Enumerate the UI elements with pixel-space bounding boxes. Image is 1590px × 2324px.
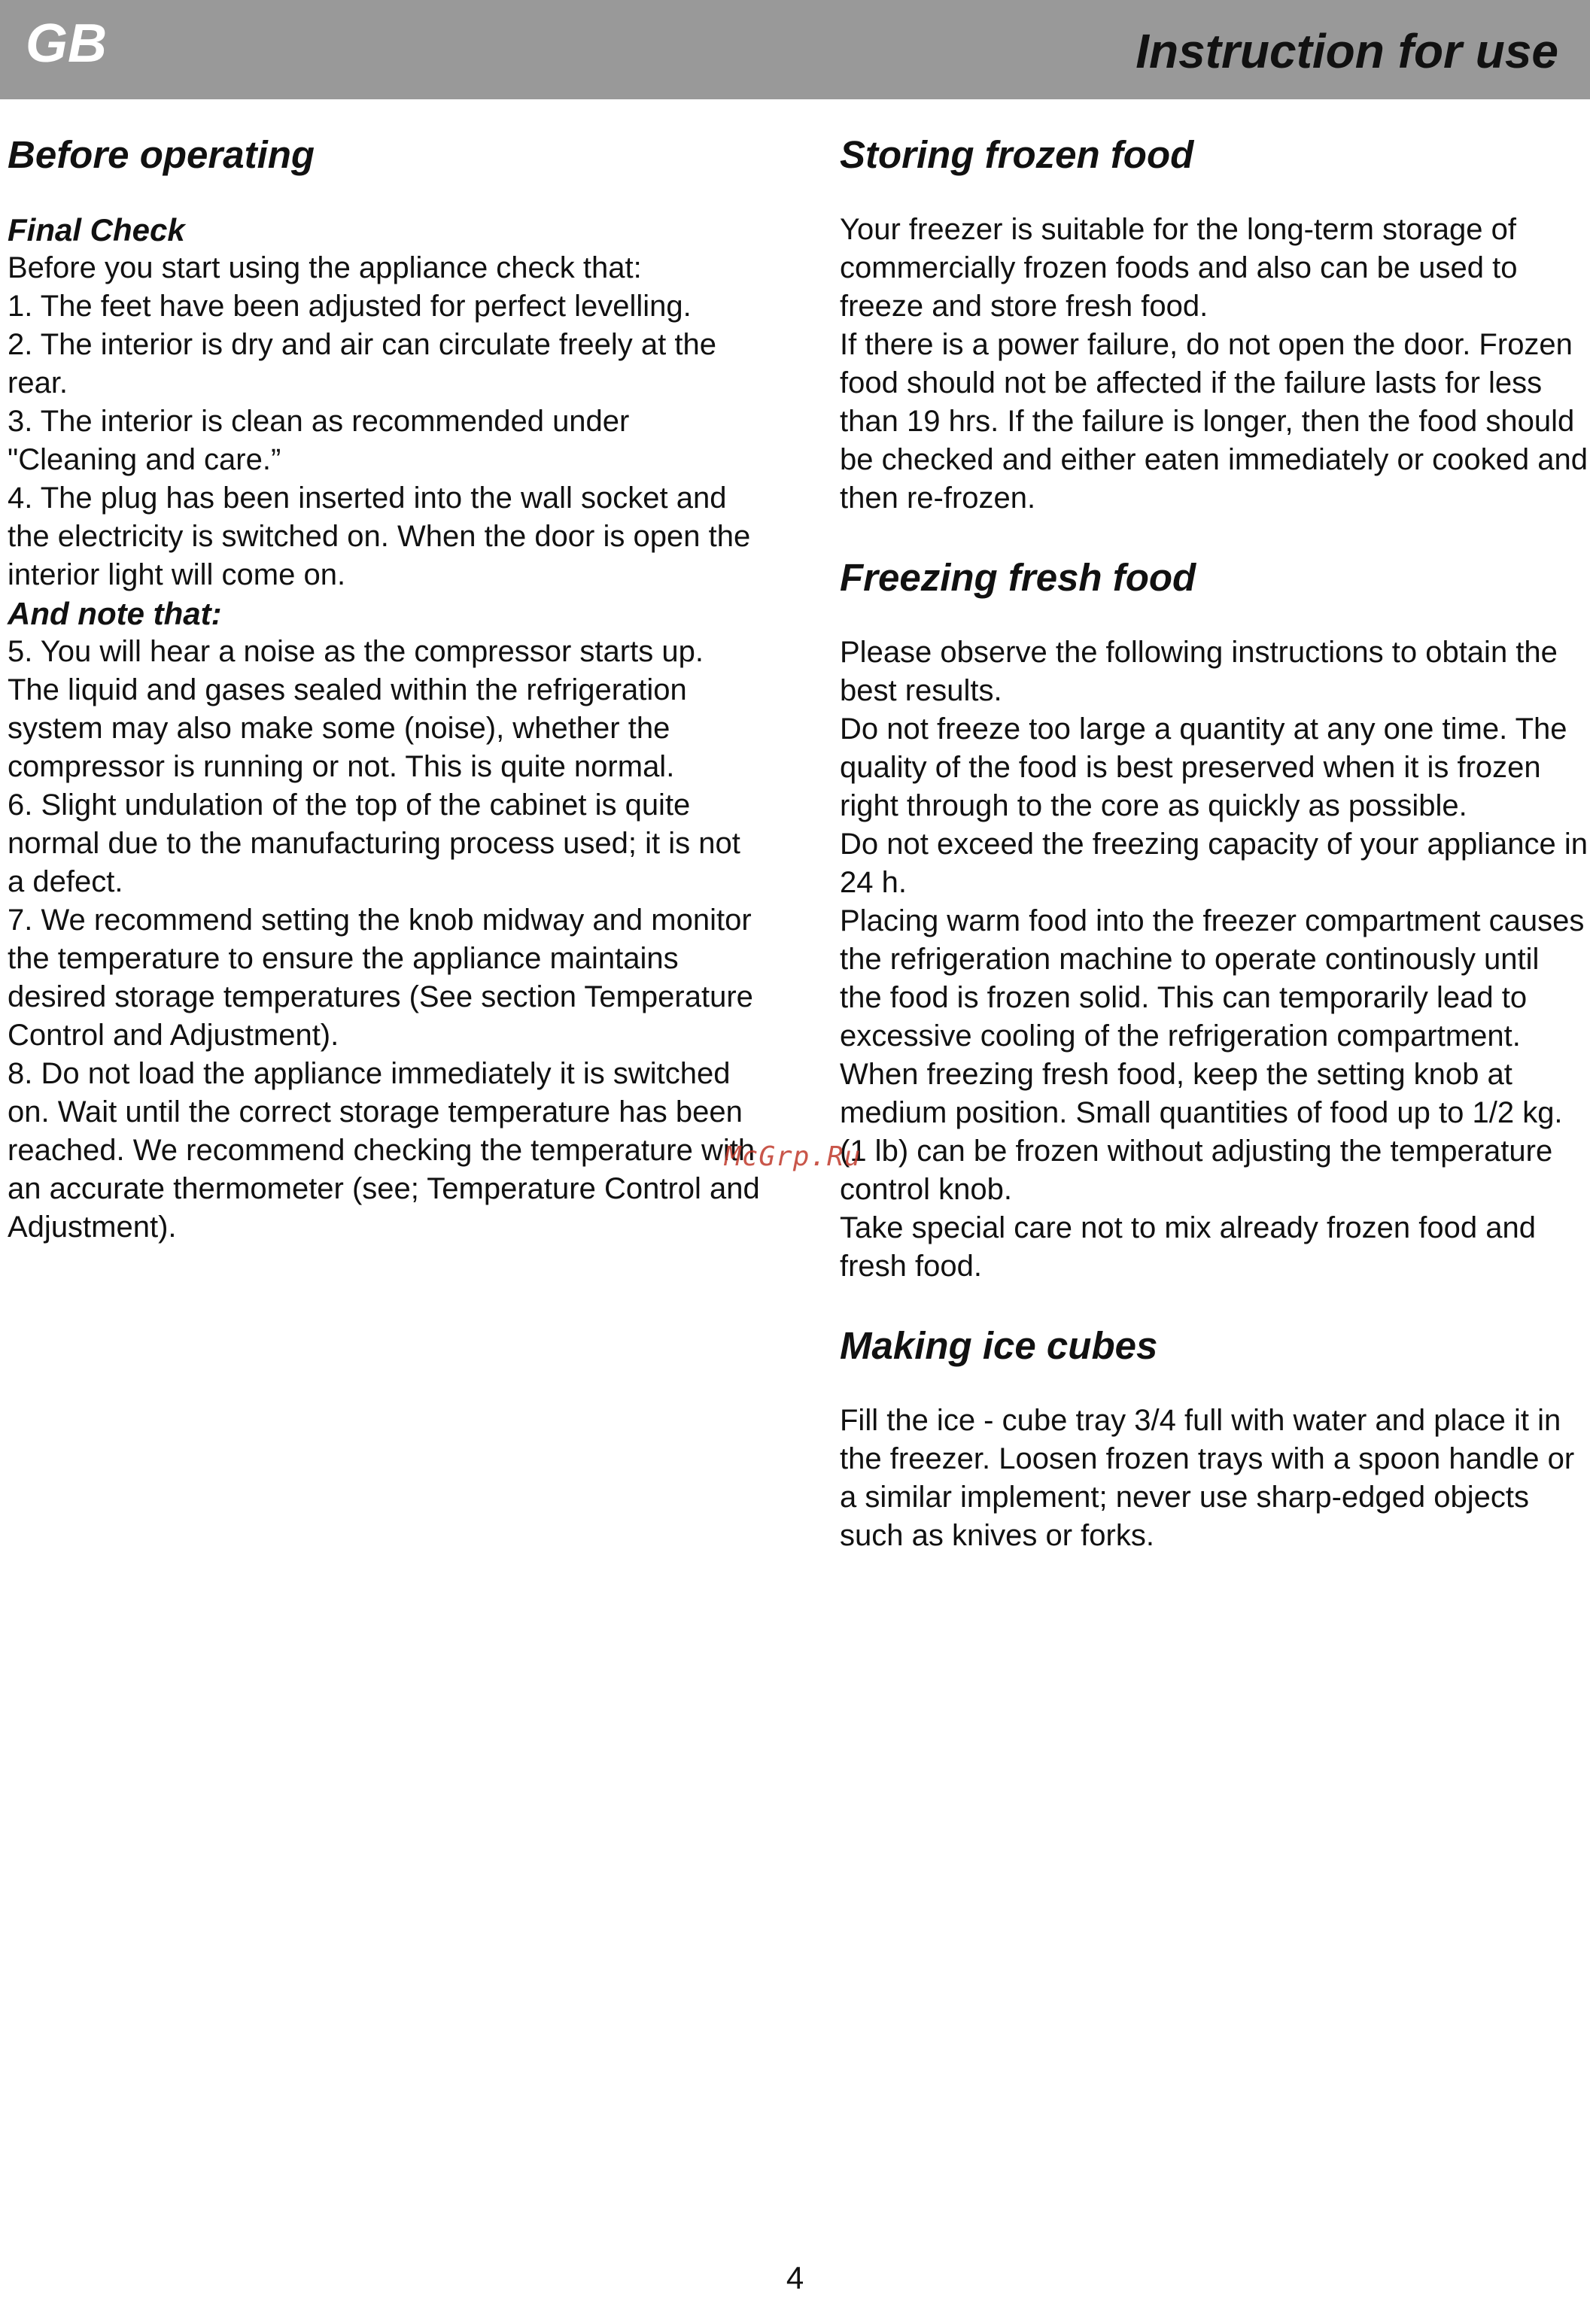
freezing-paragraph: Placing warm food into the freezer compartment causes the refrigeration machine to operate continously until the food is frozen solid. This can temporarily lead to excessive cooling of the refrigeration compartment. — [840, 904, 1585, 1053]
check-item-2: 2. The interior is dry and air can circulate freely at the rear. — [8, 328, 716, 400]
freezing-paragraph: Do not freeze too large a quantity at any one time. The quality of the food is best preserved when it is frozen right through to the core as quickly as possible. — [840, 712, 1567, 823]
watermark-text: McGrp.Ru — [725, 1141, 862, 1172]
note-item-8: 8. Do not load the appliance immediately it is switched on. Wait until the correct storage temperature has been reached. We recommend checking the temperature with an accurate thermometer (see; Temperature Control and Adjustment). — [8, 1057, 760, 1244]
section-spacer — [840, 1286, 1588, 1325]
check-item-3: 3. The interior is clean as recommended under "Cleaning and care.” — [8, 405, 630, 477]
header-bar — [0, 0, 1590, 99]
check-item-1: 1. The feet have been adjusted for perfect levelling. — [8, 290, 692, 324]
ice-paragraph: Fill the ice - cube tray 3/4 full with water and place it in the freezer. Loosen frozen trays with a spoon handle or a similar implement; never use sharp-edged objects such as knives or forks. — [840, 1404, 1575, 1553]
final-check-heading: Final Check — [8, 212, 185, 248]
left-column — [8, 134, 760, 1247]
freezing-paragraph: When freezing fresh food, keep the setting knob at medium position. Small quantities of food up to 1/2 kg. (1 lb) can be frozen without adjusting the temperature control knob. — [840, 1058, 1563, 1207]
document-title: Instruction for use — [1135, 24, 1558, 78]
before-operating-heading: Before operating — [8, 133, 315, 176]
storing-paragraph: Your freezer is suitable for the long-term storage of commercially frozen foods and also can be used to freeze and store fresh food. — [840, 213, 1518, 324]
freezing-paragraph: Take special care not to mix already frozen food and fresh food. — [840, 1211, 1536, 1284]
check-item-4: 4. The plug has been inserted into the wall socket and the electricity is switched on. When the door is open the interior light will come on. — [8, 482, 751, 592]
note-item-5: 5. You will hear a noise as the compressor starts up. The liquid and gases sealed within the refrigeration system may also make some (noise), whether the compressor is running or not. This is quite normal. — [8, 635, 704, 784]
making-ice-cubes-heading: Making ice cubes — [840, 1324, 1158, 1368]
freezing-paragraph: Do not exceed the freezing capacity of your appliance in 24 h. — [840, 828, 1588, 900]
note-item-7: 7. We recommend setting the knob midway and monitor the temperature to ensure the appliance maintains desired storage temperatures (See section Temperature Control and Adjustment). — [8, 904, 753, 1053]
note-heading: And note that: — [8, 596, 222, 632]
storing-paragraph: If there is a power failure, do not open the door. Frozen food should not be affected if the failure lasts for less than 19 hrs. If the failure is longer, then the food should be checked and either eaten immediately or cooked and then re-frozen. — [840, 328, 1588, 515]
page-number: 4 — [786, 2260, 804, 2295]
final-check-intro: Before you start using the appliance check that: — [8, 251, 642, 285]
right-column — [840, 134, 1588, 1555]
freezing-paragraph: Please observe the following instructions to obtain the best results. — [840, 636, 1558, 708]
section-spacer — [840, 518, 1588, 557]
storing-frozen-food-heading: Storing frozen food — [840, 133, 1194, 176]
freezing-fresh-food-heading: Freezing fresh food — [840, 556, 1196, 600]
language-code: GB — [26, 14, 107, 74]
note-item-6: 6. Slight undulation of the top of the cabinet is quite normal due to the manufacturing process used; it is not a defect. — [8, 788, 740, 899]
